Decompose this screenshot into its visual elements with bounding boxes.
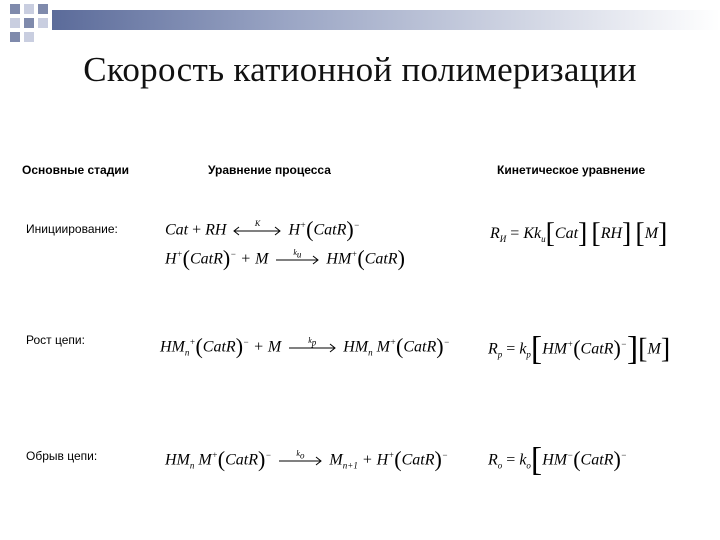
deco-square (38, 4, 48, 14)
deco-square (10, 32, 20, 42)
arrow-icon: $k_и$ (274, 252, 320, 268)
header-equation: Уравнение процесса (208, 163, 331, 177)
stage-initiation: Инициирование: (26, 222, 118, 236)
deco-square (24, 4, 34, 14)
deco-square (24, 18, 34, 28)
propagation-kinetic-equation: $R_p$ = $k_p[HM^+(CatR)^-][M]$ (488, 330, 671, 368)
slide-title: Скорость катионной полимеризации (83, 50, 637, 89)
termination-equation: $HM_n$ M+(CatR)− $k_о$ $M_{n+1}$ + H+(CatR)− (165, 446, 448, 472)
deco-square (10, 4, 20, 14)
deco-square (10, 18, 20, 28)
propagation-equation: $HM_n^+(CatR)^- + M$ $k_p$ $HM_n$ M+(CatR)− (160, 333, 450, 359)
termination-kinetic-equation: $R_о$ = $k_о[HM^-(CatR)^-$ (488, 441, 627, 479)
header-kinetic: Кинетическое уравнение (497, 163, 646, 177)
deco-square (24, 32, 34, 42)
arrow-icon: $k_о$ (277, 453, 323, 469)
arrow-icon: $k_p$ (287, 340, 337, 356)
header-stages: Основные стадии (22, 163, 130, 177)
deco-square (38, 18, 48, 28)
initiation-kinetic-equation: $R_И = Kk_и[Cat]$ [RH] [M] (490, 218, 668, 249)
equilibrium-arrow-icon: K (232, 223, 282, 239)
stage-propagation: Рост цепи: (26, 333, 85, 347)
initiation-equation-1: Cat + RH K H+(CatR)− (165, 216, 360, 242)
stage-termination: Обрыв цепи: (26, 449, 98, 463)
initiation-equation-2: H+(CatR)− + M $k_и$ HM+(CatR) (165, 245, 405, 271)
header-gradient-bar (52, 10, 720, 30)
